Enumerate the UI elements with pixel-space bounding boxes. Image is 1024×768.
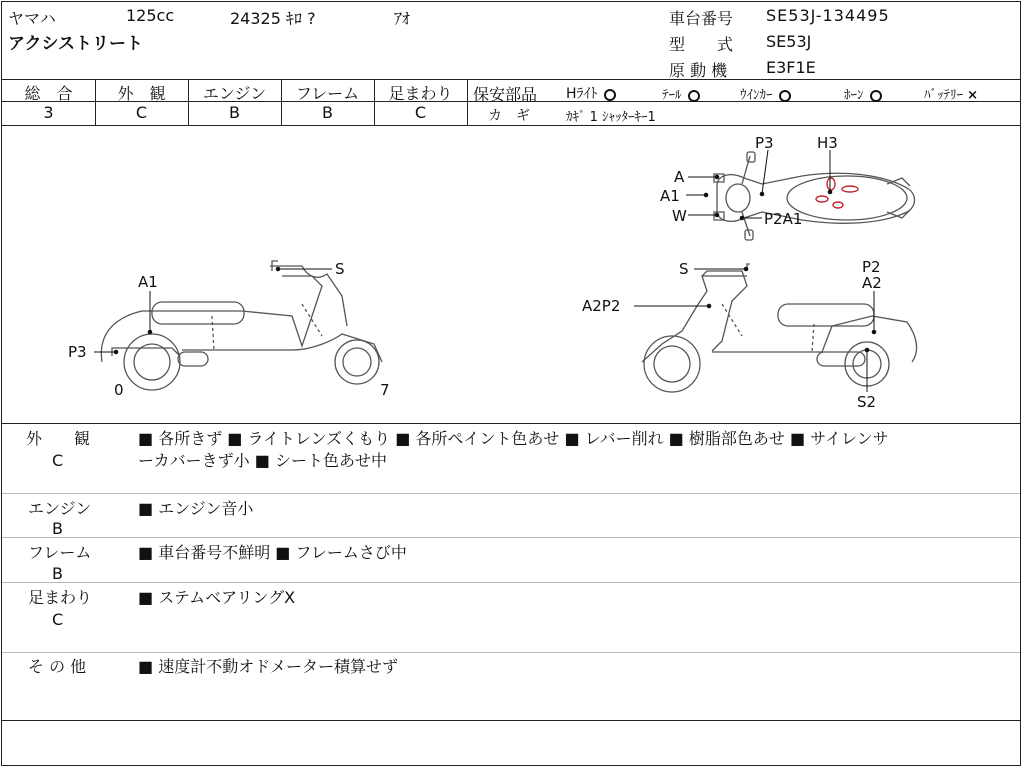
note-frame-title: フレーム xyxy=(28,543,92,562)
label-p2a1: P2A1 xyxy=(764,210,803,228)
label-p3-left: P3 xyxy=(68,343,87,361)
mileage: 24325 ｷﾛ ? xyxy=(230,9,316,28)
divider xyxy=(2,720,1020,721)
note-engine-title: エンジン xyxy=(28,499,92,518)
note-other-line: ■ 速度計不動オドメーター積算せず xyxy=(138,657,399,676)
label-p3-top: P3 xyxy=(755,134,774,152)
safety-item-battery: ﾊﾞｯﾃﾘｰ × xyxy=(924,88,979,103)
color: ｱｵ xyxy=(394,9,411,28)
divider xyxy=(2,537,1020,538)
safety-label: 保安部品 xyxy=(473,85,538,104)
grade-total-label: 総 合 xyxy=(24,84,73,103)
inspection-sheet xyxy=(1,1,1021,766)
damage-diagram xyxy=(2,126,1020,423)
frame-no-label: 車台番号 xyxy=(669,9,734,28)
model-name: アクシストリート xyxy=(8,34,143,54)
scooter-top-view xyxy=(714,152,915,240)
ok-mark-icon xyxy=(688,90,700,102)
ok-mark-icon xyxy=(604,89,616,101)
type-value: SE53J xyxy=(766,32,812,51)
label-s-right: S xyxy=(679,260,689,278)
grade-frame-label: フレーム xyxy=(295,84,360,103)
ok-mark-icon xyxy=(779,90,791,102)
note-engine-line: ■ エンジン音小 xyxy=(138,499,254,518)
note-frame-grade: B xyxy=(52,564,63,583)
grade-frame-value: B xyxy=(322,103,333,122)
key-label: カ ギ xyxy=(488,108,530,124)
key-value: ｶｷﾞ 1 ｼｬｯﾀｰｷｰ1 xyxy=(566,110,656,125)
grade-suspension-value: C xyxy=(414,103,427,122)
grade-total-value: 3 xyxy=(43,103,54,122)
label-zero: 0 xyxy=(114,381,124,399)
grade-engine-label: エンジン xyxy=(202,84,267,103)
grade-suspension-label: 足まわり xyxy=(388,84,453,103)
frame-no: SE53J-134495 xyxy=(766,6,890,25)
divider xyxy=(2,79,1020,80)
label-s-left: S xyxy=(335,260,345,278)
grade-exterior-label: 外 観 xyxy=(117,84,166,103)
label-a: A xyxy=(674,168,685,186)
note-exterior-line: ーカバーきず小 ■ シート色あせ中 xyxy=(138,451,387,470)
label-a1-left: A1 xyxy=(138,273,158,291)
maker: ヤマハ xyxy=(8,9,56,28)
note-exterior-line: ■ 各所きず ■ ライトレンズくもり ■ 各所ペイント色あせ ■ レバー削れ ■ 樹脂部色あせ ■ サイレンサ xyxy=(138,429,889,448)
safety-item-horn: ﾎｰﾝ xyxy=(844,84,882,103)
divider xyxy=(467,79,468,125)
label-a2p2: A2P2 xyxy=(582,297,621,315)
divider xyxy=(2,582,1020,583)
note-exterior-title: 外 観 xyxy=(26,429,91,448)
divider xyxy=(2,652,1020,653)
label-seven: 7 xyxy=(380,381,390,399)
ng-mark: × xyxy=(967,88,979,103)
note-suspension-grade: C xyxy=(52,610,64,629)
ok-mark-icon xyxy=(870,90,882,102)
displacement: 125cc xyxy=(126,6,175,25)
safety-item-tail: ﾃｰﾙ xyxy=(662,84,700,103)
engine-value: E3F1E xyxy=(766,58,816,77)
note-exterior-grade: C xyxy=(52,451,64,470)
note-suspension-line: ■ ステムベアリングX xyxy=(138,588,296,607)
label-s2: S2 xyxy=(857,393,877,411)
note-other-title: そ の 他 xyxy=(28,657,87,676)
label-w: W xyxy=(672,207,687,225)
grade-engine-value: B xyxy=(229,103,240,122)
note-engine-grade: B xyxy=(52,519,63,538)
grade-exterior-value: C xyxy=(135,103,148,122)
safety-item-headlight: Hﾗｲﾄ xyxy=(566,83,616,103)
engine-label: 原 動 機 xyxy=(669,61,728,80)
label-a2: A2 xyxy=(862,274,882,292)
label-a1-top: A1 xyxy=(660,187,680,205)
note-frame-line: ■ 車台番号不鮮明 ■ フレームさび中 xyxy=(138,543,407,562)
divider xyxy=(2,493,1020,494)
divider xyxy=(2,423,1020,424)
label-p2: P2 xyxy=(862,258,881,276)
safety-item-winker: ｳｲﾝｶｰ xyxy=(740,84,791,103)
note-suspension-title: 足まわり xyxy=(28,588,93,607)
damage-mark-h3 xyxy=(816,178,858,208)
label-h3: H3 xyxy=(817,134,838,152)
type-label: 型 式 xyxy=(669,35,734,54)
